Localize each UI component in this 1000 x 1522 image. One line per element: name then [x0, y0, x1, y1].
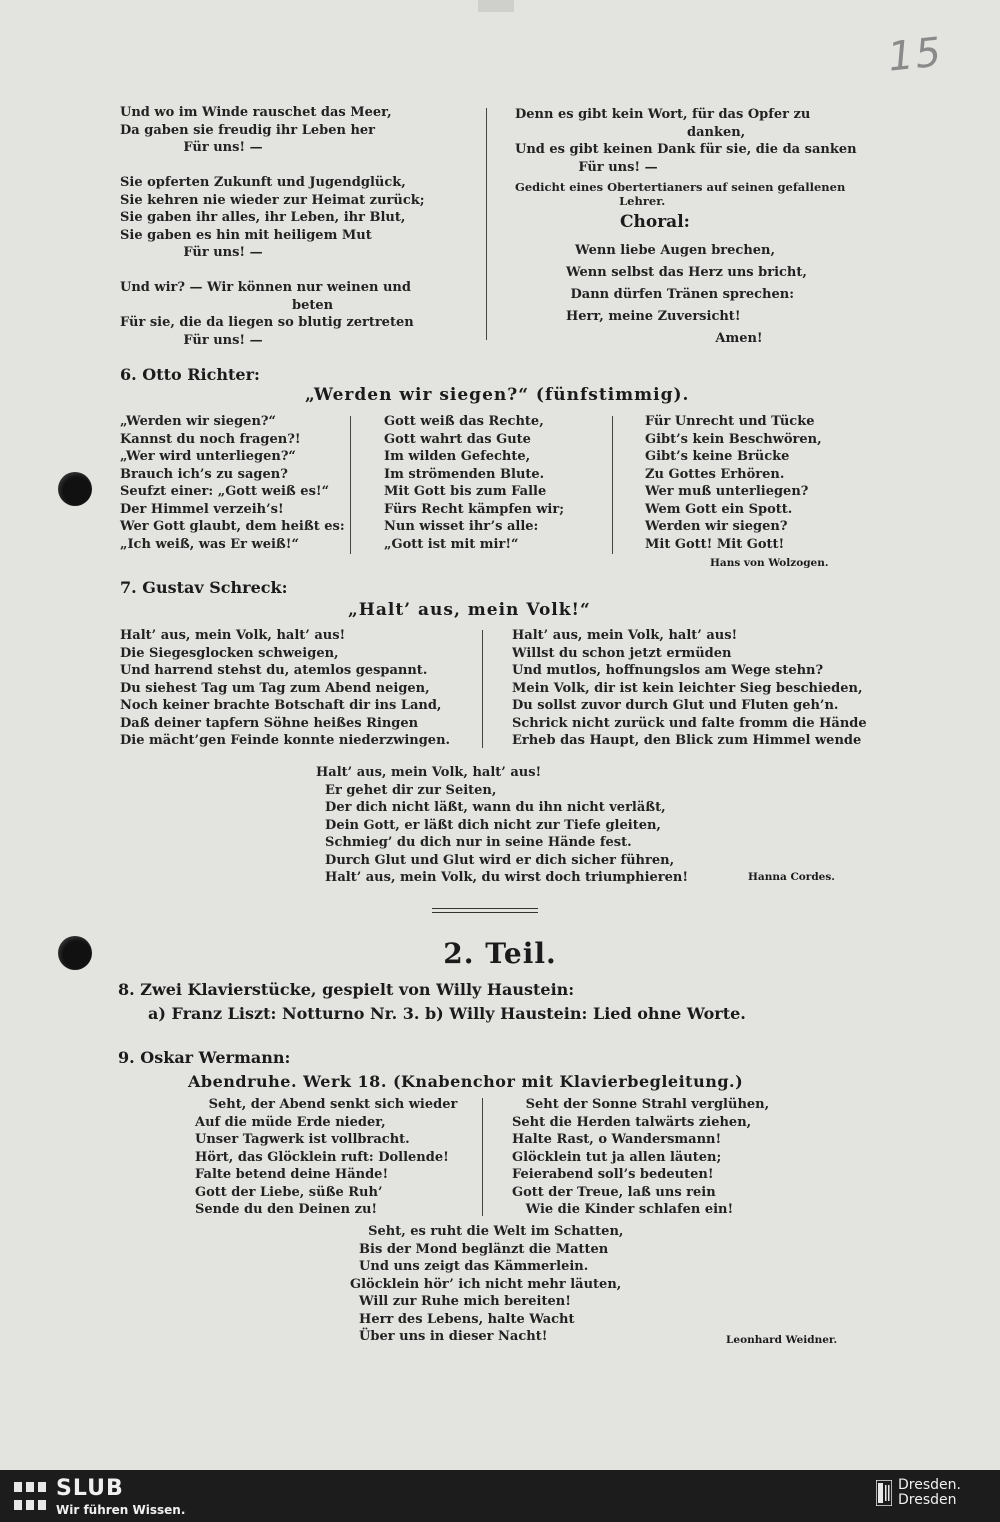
column-divider — [482, 630, 483, 748]
item-7-verse-1: Halt’ aus, mein Volk, halt’ aus! Die Siegesglocken schweigen, Und harrend stehst du, atemlos gespannt. Du siehest Tag um Tag zum Abend neigen, Noch keiner brachte Botschaft dir ins Land, Daß deiner tapfern Söhne heißes Ringen Die mächt’gen Feinde konnte niederzwingen. — [120, 628, 451, 748]
item-7-final-verse: Halt’ aus, mein Volk, halt’ aus! Er gehet dir zur Seiten, Der dich nicht läßt, wann du ihn nicht verläßt, Dein Gott, er läßt dich nicht zur Tiefe gleiten, Schmieg’ du dich nur in seine Hände fest. Durch Glut und Glut wird er dich sicher führen, Halt’ aus, mein Volk, du wirst doch triumphieren! — [316, 765, 689, 885]
item-9-heading — [118, 1048, 290, 1067]
composer-name: Gustav Schreck: — [142, 578, 288, 597]
item-9-final-verse: Seht, es ruht die Welt im Schatten, Bis der Mond beglänzt die Matten Und uns zeigt das Kämmerlein. Glöcklein hör’ ich nicht mehr läuten, Will zur Ruhe mich bereiten! Herr des Lebens, halte Wacht Über uns in dieser Nacht! — [350, 1224, 624, 1344]
item-9-verse-1: Seht, der Abend senkt sich wieder Auf die müde Erde nieder, Unser Tagwerk ist vollbracht. Hört, das Glöcklein ruft: Dollende! Falte betend deine Hände! Gott der Liebe, süße Ruh’ Sende du den Deinen zu! — [195, 1097, 458, 1217]
slub-tagline: Wir führen Wissen. — [56, 1503, 186, 1517]
item-number: 7. — [120, 578, 137, 597]
double-rule — [432, 908, 538, 913]
item-6-heading — [120, 365, 260, 384]
column-divider — [486, 108, 487, 340]
slub-brand[interactable]: SLUB — [56, 1476, 124, 1501]
item-number: 6. — [120, 365, 137, 384]
footer-bar — [0, 1470, 1000, 1522]
dresden-crest-icon[interactable] — [876, 1480, 892, 1506]
item-7-title: „Halt’ aus, mein Volk!“ — [348, 600, 591, 620]
dresden-wordmark[interactable]: Dresden. Dresden — [898, 1477, 961, 1508]
item-9-verse-2: Seht der Sonne Strahl verglühen, Seht die Herden talwärts ziehen, Halte Rast, o Wandersmann! Glöcklein tut ja allen läuten; Feierabend soll’s bedeuten! Gott der Treue, laß uns rein Wie die Kinder schlafen ein! — [512, 1097, 770, 1217]
item-number: 9. — [118, 1048, 135, 1067]
choral-text: Wenn liebe Augen brechen, Wenn selbst das Herz uns bricht, Dann dürfen Tränen sprechen: Herr, meine Zuversicht! Amen! — [566, 243, 807, 346]
item-7-author: Hanna Cordes. — [748, 871, 835, 883]
item-9-title: Abendruhe. Werk 18. (Knabenchor mit Klavierbegleitung.) — [188, 1072, 744, 1091]
item-8-line-2: a) Franz Liszt: Notturno Nr. 3. b) Willy Haustein: Lied ohne Worte. — [148, 1004, 746, 1023]
intro-poem-left: Und wo im Winde rauschet das Meer, Da gaben sie freudig ihr Leben her Für uns! — Sie opferten Zukunft und Jugendglück, Sie kehren nie wieder zur Heimat zurück; Sie gaben ihr alles, ihr Leben, ihr Blut, Sie gaben es hin mit heiligem Mut Für uns! — Und wir? — Wir können nur weinen und beten Für sie, die da liegen so blutig zertreten Für uns! — — [120, 105, 425, 348]
composer-name: Otto Richter: — [142, 365, 260, 384]
item-9-author: Leonhard Weidner. — [726, 1334, 838, 1346]
intro-poem-right: Denn es gibt kein Wort, für das Opfer zu danken, Und es gibt keinen Dank für sie, die da sanken Für uns! — — [515, 107, 857, 175]
item-6-author: Hans von Wolzogen. — [710, 557, 829, 569]
item-7-verse-2: Halt’ aus, mein Volk, halt’ aus! Willst du schon jetzt ermüden Und mutlos, hoffnungslos am Wege stehn? Mein Volk, dir ist kein leichter Sieg beschieden, Du sollst zuvor durch Glut und Fluten geh’n. Schrick nicht zurück und falte fromm die Hände Erheb das Haupt, den Blick zum Himmel wende — [512, 628, 867, 748]
tape-mark — [478, 0, 514, 12]
item-6-verse-2: Gott weiß das Rechte, Gott wahrt das Gute Im wilden Gefechte, Im strömenden Blute. Mit Gott bis zum Falle Fürs Recht kämpfen wir; Nun wisset ihr’s alle: „Gott ist mit mir!“ — [384, 414, 565, 552]
column-divider — [350, 416, 351, 554]
choral-heading: Choral: — [620, 212, 690, 232]
item-7-heading — [120, 578, 287, 597]
item-6-verse-3: Für Unrecht und Tücke Gibt’s kein Beschwören, Gibt’s keine Brücke Zu Gottes Erhören. Wer muß unterliegen? Wem Gott ein Spott. Werden wir siegen? Mit Gott! Mit Gott! — [645, 414, 822, 552]
intro-poem-note: Gedicht eines Obertertianers auf seinen gefallenen Lehrer. — [515, 180, 846, 208]
slub-logo-icon[interactable] — [12, 1478, 50, 1514]
punch-hole — [58, 472, 92, 506]
item-6-verse-1: „Werden wir siegen?“ Kannst du noch fragen?! „Wer wird unterliegen?“ Brauch ich’s zu sagen? Seufzt einer: „Gott weiß es!“ Der Himmel verzeih’s! Wer Gott glaubt, dem heißt es: „Ich weiß, was Er weiß!“ — [120, 414, 345, 552]
handwritten-page-number: 15 — [885, 29, 946, 81]
column-divider — [612, 416, 613, 554]
part-2-heading: 2. Teil. — [443, 937, 557, 970]
item-8-line-1: 8. Zwei Klavierstücke, gespielt von Willy Haustein: — [118, 980, 575, 999]
column-divider — [482, 1098, 483, 1216]
composer-name: Oskar Wermann: — [140, 1048, 291, 1067]
item-6-title: „Werden wir siegen?“ (fünfstimmig). — [305, 385, 690, 405]
